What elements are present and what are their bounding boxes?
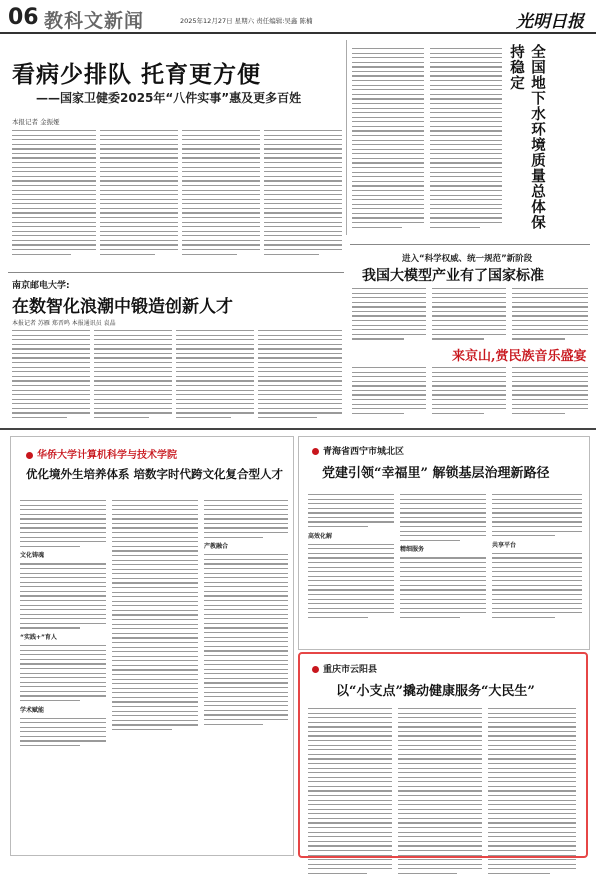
main-article-title: 看病少排队 托育更方便: [12, 61, 262, 88]
scut-body-col2: [112, 500, 198, 733]
groundwater-title-text: 全国地下水环境质量总体保持稳定: [508, 44, 546, 230]
scut-subhead-4: 学术赋能: [20, 706, 45, 714]
main-article-body-col2: [100, 130, 178, 258]
ai-article-body-col2: [432, 288, 506, 343]
scut-subhead-3: 产教融合: [204, 543, 229, 551]
xining-body-col2: [400, 494, 486, 621]
chongqing-body-col3: [488, 708, 576, 877]
xining-dot-icon: [312, 448, 319, 455]
section-divider: [0, 428, 596, 430]
scut-kicker-row: [26, 446, 177, 461]
xining-kicker: 青海省西宁市城北区: [323, 447, 405, 457]
main-article-body-col1: [12, 130, 96, 258]
nanjing-title: 在数智化浪潮中锻造创新人才: [12, 297, 233, 317]
nanjing-body-col4: [258, 330, 342, 422]
ai-article-top-rule: [350, 244, 590, 245]
chongqing-title: 以“小支点”撬动健康服务“大民生”: [336, 684, 535, 699]
scut-kicker: 华侨大学计算机科学与技术学院: [37, 450, 177, 461]
scut-body-col3: [204, 500, 288, 728]
nanjing-body-col2: [94, 330, 172, 422]
nanjing-top-rule: [8, 272, 344, 273]
chongqing-body-col2: [398, 708, 482, 877]
xining-title: 党建引领“幸福里” 解锁基层治理新路径: [322, 466, 550, 481]
ai-article-body-col3: [512, 288, 588, 343]
main-article-body-col3: [182, 130, 260, 258]
xining-kicker-row: [312, 444, 404, 457]
concert-article-body-col3: [512, 367, 588, 417]
xining-body-col1: [308, 494, 394, 621]
concert-article-body-col1: [352, 367, 426, 417]
xining-subhead-3: 共享平台: [492, 541, 517, 549]
main-article-byline: 本报记者 金振娅: [12, 118, 60, 126]
main-article-body-col4: [264, 130, 342, 258]
scut-title: 优化境外生培养体系 培数字时代跨文化复合型人才: [26, 467, 284, 481]
scut-body-col1: [20, 500, 106, 750]
xining-body-col3: [492, 494, 582, 621]
concert-article-title: 来京山,赏民族音乐盛宴: [452, 349, 587, 364]
groundwater-body-col1: [352, 48, 424, 231]
nanjing-byline: 本报记者 苏雁 郑晋鸣 本报通讯员 袁晶: [12, 320, 116, 327]
column-divider: [346, 40, 347, 235]
nanjing-kicker: 南京邮电大学:: [12, 281, 70, 291]
scut-subhead-2: “实践+”育人: [20, 634, 57, 642]
xining-subhead-1: 高效化解: [308, 532, 333, 540]
chongqing-kicker: 重庆市云阳县: [323, 665, 378, 675]
section-title: 教科文新闻: [44, 10, 145, 32]
xining-subhead-2: 精细服务: [400, 546, 425, 554]
ai-article-title: 我国大模型产业有了国家标准: [362, 268, 544, 284]
scut-dot-icon: [26, 452, 33, 459]
chongqing-body-col1: [308, 708, 392, 877]
page-number: 06: [8, 5, 39, 30]
chongqing-kicker-row: [312, 662, 377, 675]
scut-subhead-1: 文化铸魂: [20, 552, 45, 560]
date-line: 2025年12月27日 星期六 责任编辑:吴鑫 陈楠: [180, 17, 313, 25]
groundwater-vertical-title: [506, 44, 590, 234]
nanjing-body-col3: [176, 330, 254, 422]
nanjing-body-col1: [12, 330, 90, 422]
main-article-subtitle: ——国家卫健委2025年“八件实事”惠及更多百姓: [36, 91, 302, 105]
chongqing-dot-icon: [312, 666, 319, 673]
logo: 光明日报: [516, 12, 584, 32]
ai-article-kicker: 进入“科学权威、统一规范”新阶段: [402, 254, 533, 264]
header-rule: [0, 32, 596, 34]
ai-article-body-col1: [352, 288, 426, 343]
concert-article-body-col2: [432, 367, 506, 417]
groundwater-body-col2: [430, 48, 502, 231]
